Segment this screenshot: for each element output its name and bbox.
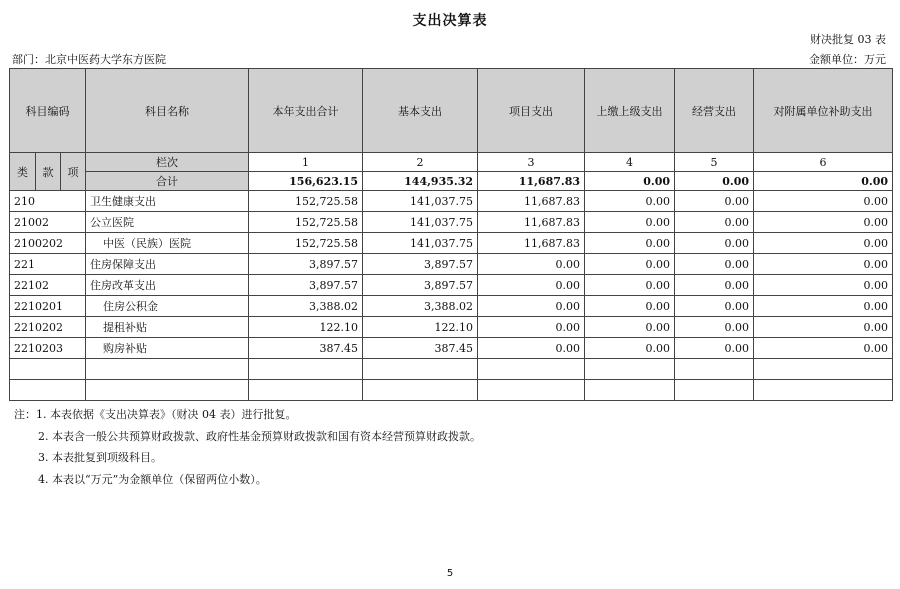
row-value: 152,725.58 xyxy=(249,191,363,212)
row-code: 2210201 xyxy=(10,296,86,317)
table-row xyxy=(10,275,893,296)
row-value: 0.00 xyxy=(585,212,675,233)
row-value: 0.00 xyxy=(675,191,754,212)
row-value: 0.00 xyxy=(585,317,675,338)
row-value: 0.00 xyxy=(675,317,754,338)
col-number: 1 xyxy=(249,153,363,172)
row-code: 2210203 xyxy=(10,338,86,359)
row-value: 0.00 xyxy=(478,317,585,338)
page-title: 支出决算表 xyxy=(412,13,488,29)
row-value: 3,897.57 xyxy=(363,254,478,275)
row-name: 住房保障支出 xyxy=(86,254,249,275)
row-name: 卫生健康支出 xyxy=(86,191,249,212)
header-col-3: 项目支出 xyxy=(478,69,585,153)
row-value: 141,037.75 xyxy=(363,233,478,254)
header-col-5: 经营支出 xyxy=(675,69,754,153)
header-kuan: 款 xyxy=(36,153,61,191)
row-value: 0.00 xyxy=(585,275,675,296)
row-value: 11,687.83 xyxy=(478,191,585,212)
row-value: 0.00 xyxy=(754,212,893,233)
row-value: 0.00 xyxy=(478,275,585,296)
total-label: 合计 xyxy=(86,172,249,191)
row-value: 11,687.83 xyxy=(478,233,585,254)
page-number: 5 xyxy=(446,568,454,579)
row-name: 中医（民族）医院 xyxy=(86,233,249,254)
row-value: 0.00 xyxy=(585,296,675,317)
col-number: 4 xyxy=(585,153,675,172)
note-item: 注：1. 本表依据《支出决算表》（财决 04 表）进行批复。 xyxy=(14,408,297,421)
total-value: 156,623.15 xyxy=(249,172,363,191)
row-name: 公立医院 xyxy=(86,212,249,233)
table-row xyxy=(10,317,893,338)
row-value: 141,037.75 xyxy=(363,212,478,233)
row-value: 0.00 xyxy=(585,254,675,275)
row-value: 0.00 xyxy=(754,191,893,212)
table-row xyxy=(10,191,893,212)
total-value: 11,687.83 xyxy=(478,172,585,191)
row-name: 住房改革支出 xyxy=(86,275,249,296)
row-value: 387.45 xyxy=(249,338,363,359)
row-code: 221 xyxy=(10,254,86,275)
row-value: 0.00 xyxy=(754,254,893,275)
row-name: 住房公积金 xyxy=(86,296,249,317)
row-value: 3,897.57 xyxy=(249,275,363,296)
total-value: 0.00 xyxy=(585,172,675,191)
row-value: 0.00 xyxy=(754,275,893,296)
note-item: 4. 本表以“万元”为金额单位（保留两位小数）。 xyxy=(38,472,267,486)
col-number: 5 xyxy=(675,153,754,172)
header-col-6: 对附属单位补助支出 xyxy=(754,69,893,153)
header-name: 科目名称 xyxy=(86,69,249,153)
row-code: 2100202 xyxy=(10,233,86,254)
row-value: 0.00 xyxy=(478,254,585,275)
row-value: 0.00 xyxy=(478,338,585,359)
header-row xyxy=(10,69,893,153)
header-xiang: 项 xyxy=(61,153,86,191)
col-number: 2 xyxy=(363,153,478,172)
empty-row xyxy=(10,380,893,401)
row-value: 3,897.57 xyxy=(363,275,478,296)
row-value: 0.00 xyxy=(675,275,754,296)
row-value: 0.00 xyxy=(585,338,675,359)
total-row xyxy=(10,172,893,191)
row-value: 0.00 xyxy=(675,233,754,254)
header-col-2: 基本支出 xyxy=(363,69,478,153)
table-row xyxy=(10,296,893,317)
table-row xyxy=(10,212,893,233)
row-value: 0.00 xyxy=(675,254,754,275)
row-code: 2210202 xyxy=(10,317,86,338)
row-name: 购房补贴 xyxy=(86,338,249,359)
header-lanci: 栏次 xyxy=(86,153,249,172)
row-value: 122.10 xyxy=(249,317,363,338)
row-value: 3,897.57 xyxy=(249,254,363,275)
expenditure-table xyxy=(9,68,893,401)
row-value: 141,037.75 xyxy=(363,191,478,212)
row-value: 0.00 xyxy=(478,296,585,317)
row-value: 0.00 xyxy=(585,191,675,212)
amount-unit-label: 金额单位：万元 xyxy=(809,53,886,66)
notes-section xyxy=(14,404,481,490)
table-row xyxy=(10,233,893,254)
row-value: 3,388.02 xyxy=(249,296,363,317)
department-label: 部门：北京中医药大学东方医院 xyxy=(12,53,166,66)
row-value: 152,725.58 xyxy=(249,212,363,233)
row-value: 0.00 xyxy=(754,338,893,359)
row-value: 0.00 xyxy=(675,338,754,359)
total-value: 144,935.32 xyxy=(363,172,478,191)
table-row xyxy=(10,254,893,275)
row-value: 0.00 xyxy=(754,317,893,338)
row-name: 提租补贴 xyxy=(86,317,249,338)
row-value: 0.00 xyxy=(585,233,675,254)
col-number: 6 xyxy=(754,153,893,172)
header-lei: 类 xyxy=(10,153,36,191)
note-item: 3. 本表批复到项级科目。 xyxy=(38,451,162,464)
row-value: 122.10 xyxy=(363,317,478,338)
form-number: 财决批复 03 表 xyxy=(810,33,886,46)
row-value: 0.00 xyxy=(754,296,893,317)
row-code: 210 xyxy=(10,191,86,212)
header-code: 科目编码 xyxy=(10,69,86,153)
empty-row xyxy=(10,359,893,380)
column-number-row xyxy=(10,153,893,172)
row-code: 22102 xyxy=(10,275,86,296)
total-value: 0.00 xyxy=(754,172,893,191)
total-value: 0.00 xyxy=(675,172,754,191)
row-value: 152,725.58 xyxy=(249,233,363,254)
header-col-4: 上缴上级支出 xyxy=(585,69,675,153)
table-row xyxy=(10,338,893,359)
row-value: 387.45 xyxy=(363,338,478,359)
note-item: 2. 本表含一般公共预算财政拨款、政府性基金预算财政拨款和国有资本经营预算财政拨款。 xyxy=(38,429,481,443)
row-code: 21002 xyxy=(10,212,86,233)
row-value: 11,687.83 xyxy=(478,212,585,233)
header-col-1: 本年支出合计 xyxy=(249,69,363,153)
row-value: 0.00 xyxy=(675,296,754,317)
row-value: 3,388.02 xyxy=(363,296,478,317)
row-value: 0.00 xyxy=(675,212,754,233)
row-value: 0.00 xyxy=(754,233,893,254)
col-number: 3 xyxy=(478,153,585,172)
